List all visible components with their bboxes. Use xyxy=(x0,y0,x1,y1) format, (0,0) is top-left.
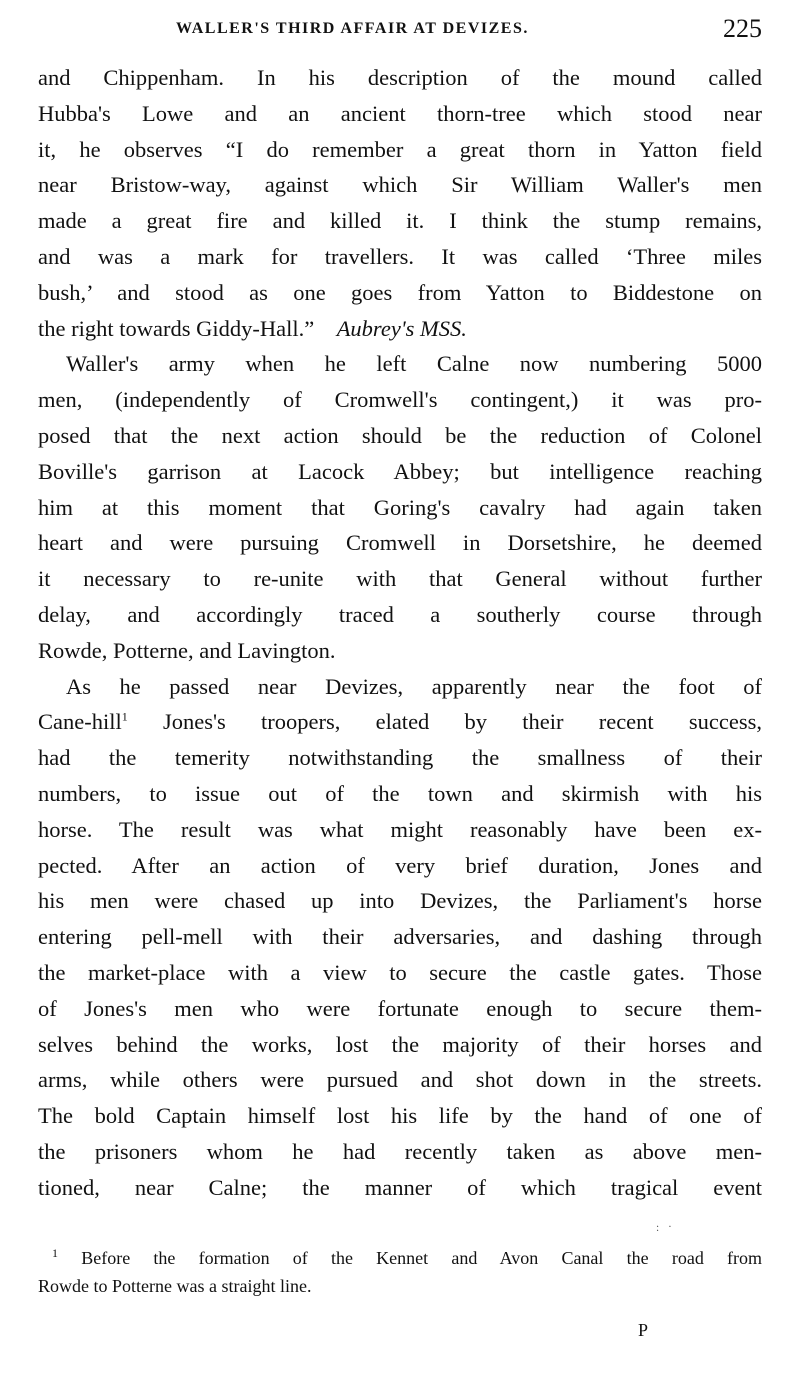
text-line: it, he observes “I do remember a great thorn in Yatton field xyxy=(38,136,762,162)
running-head xyxy=(38,14,762,50)
text-line: heart and were pursuing Cromwell in Dorsetshire, he deemed xyxy=(38,530,762,556)
text-line: men, (independently of Cromwell's contingent,) it was pro- xyxy=(38,387,762,413)
text-line: the prisoners whom he had recently taken as above men- xyxy=(38,1138,762,1164)
footnote-line: Rowde to Potterne was a straight line. xyxy=(38,1276,312,1296)
text-line: the market-place with a view to secure the castle gates. Those xyxy=(38,959,762,985)
text-line-with-footnote-ref xyxy=(38,704,762,740)
text-line: had the temerity notwithstanding the smallness of their xyxy=(38,745,762,771)
signature-mark: P xyxy=(638,1320,649,1340)
text-line: bush,’ and stood as one goes from Yatton to Biddestone on xyxy=(38,279,762,305)
text-line: made a great fire and killed it. I think the stump remains, xyxy=(38,208,762,234)
text-line: horse. The result was what might reasonably have been ex- xyxy=(38,816,762,842)
text-line: Hubba's Lowe and an ancient thorn-tree which stood near xyxy=(38,100,762,126)
text-line: of Jones's men who were fortunate enough to secure them- xyxy=(38,995,762,1021)
footnote-line xyxy=(38,1244,762,1272)
text-line: it necessary to re-unite with that General without further xyxy=(38,566,762,592)
running-title: WALLER'S THIRD AFFAIR AT DEVIZES. xyxy=(176,20,529,37)
text-line: tioned, near Calne; the manner of which tragical event xyxy=(38,1174,762,1200)
footnote-text: Before the formation of the Kennet and Avon Canal the road from xyxy=(81,1248,763,1268)
footnote-ref: 1 xyxy=(121,709,128,724)
citation: Aubrey's MSS. xyxy=(336,315,467,341)
text-line-fragment: Jones's troopers, elated by their recent success, xyxy=(162,709,762,735)
text-line-fragment: the right towards Giddy-Hall.” xyxy=(38,315,315,341)
text-line: Boville's garrison at Lacock Abbey; but intelligence reaching xyxy=(38,458,762,484)
text-line: The bold Captain himself lost his life by the hand of one of xyxy=(38,1103,762,1129)
paragraph-start-line: As he passed near Devizes, apparently near the foot of xyxy=(66,673,762,699)
text-line: numbers, to issue out of the town and skirmish with his xyxy=(38,780,762,806)
text-line: arms, while others were pursued and shot down in the streets. xyxy=(38,1067,762,1093)
text-line: entering pell-mell with their adversaries, and dashing through xyxy=(38,924,762,950)
text-line-with-citation xyxy=(38,311,762,347)
body-text xyxy=(38,60,762,1206)
text-line: Rowde, Potterne, and Lavington. xyxy=(38,637,336,663)
text-line: and Chippenham. In his description of the mound called xyxy=(38,65,762,90)
paragraph-start-line: Waller's army when he left Calne now numbering 5000 xyxy=(66,351,762,377)
text-line: pected. After an action of very brief duration, Jones and xyxy=(38,852,762,878)
text-line: near Bristow-way, against which Sir William Waller's men xyxy=(38,172,762,198)
text-line-fragment: Cane-hill xyxy=(38,709,122,735)
footnote-marker: 1 xyxy=(52,1246,58,1260)
scan-speck: · · · xyxy=(656,1222,675,1237)
page-number: 225 xyxy=(723,14,762,43)
text-line: his men were chased up into Devizes, the Parliament's horse xyxy=(38,888,762,914)
book-page xyxy=(38,0,762,1397)
text-line: delay, and accordingly traced a southerly course through xyxy=(38,601,762,627)
text-line: and was a mark for travellers. It was called ‘Three miles xyxy=(38,243,762,269)
text-line: him at this moment that Goring's cavalry had again taken xyxy=(38,494,762,520)
text-line: selves behind the works, lost the majority of their horses and xyxy=(38,1031,762,1057)
text-line: posed that the next action should be the reduction of Colonel xyxy=(38,422,762,448)
footnote xyxy=(38,1244,762,1300)
